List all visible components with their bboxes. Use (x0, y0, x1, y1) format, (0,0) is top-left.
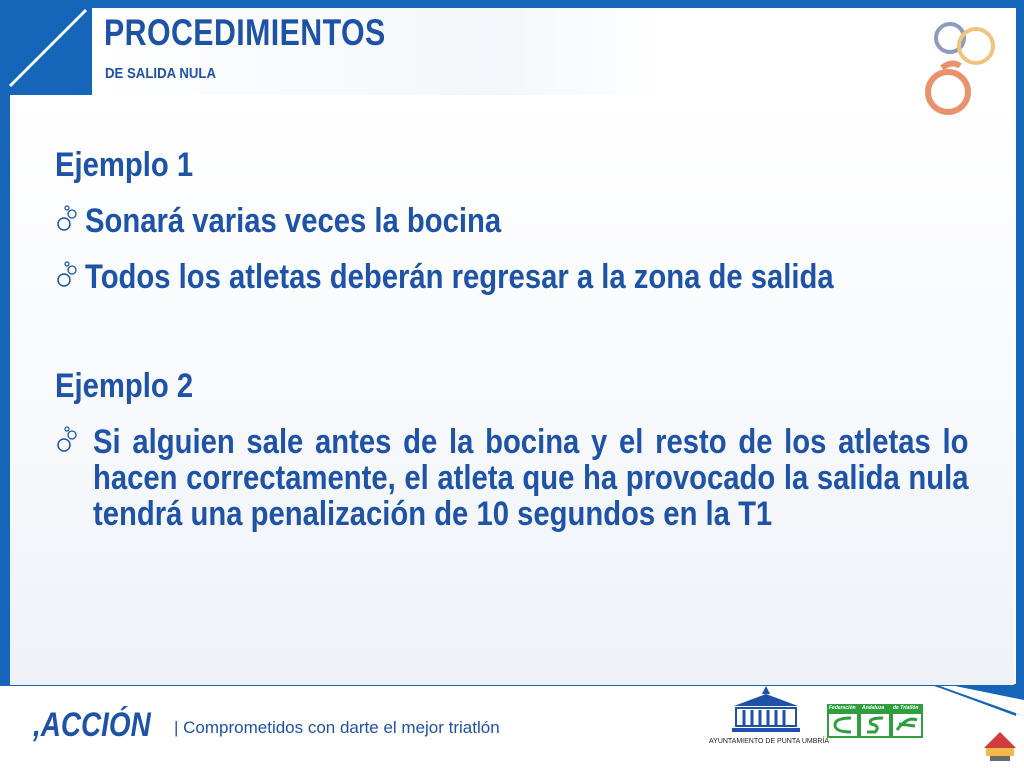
footer-tagline: | Comprometidos con darte el mejor triatlón (174, 718, 500, 737)
example1-bullet-1: Sonará varias veces la bocina (85, 202, 502, 240)
slide-subtitle: DE SALIDA NULA (105, 65, 216, 82)
ayuntamiento-label: AYUNTAMIENTO DE PUNTA UMBRÍA (709, 738, 830, 745)
list-item (55, 203, 569, 239)
federation-logo-icon (827, 704, 923, 738)
federation-emblem-icon (827, 712, 923, 738)
rings-logo-icon (918, 12, 1008, 120)
example2-section (55, 369, 216, 403)
list-item (55, 259, 955, 295)
example1-heading: Ejemplo 1 (55, 146, 194, 184)
bubbles-bullet-icon (55, 203, 85, 233)
town-hall-logo-icon (728, 684, 804, 736)
triathlon-corner-logo-icon (980, 728, 1020, 764)
federation-word-2: Andaluza (862, 705, 885, 711)
slide-title: PROCEDIMIENTOS (104, 12, 386, 53)
example2-bullet-1-container (93, 424, 969, 532)
example1-section (55, 148, 216, 182)
example1-bullet-2: Todos los atletas deberán regresar a la zona de salida (85, 258, 834, 296)
bubbles-bullet-icon (55, 424, 85, 454)
bubbles-bullet-icon (55, 259, 85, 289)
accion-brand: ,ACCIÓN (33, 706, 151, 744)
federation-word-3: de Triatlón (893, 705, 919, 711)
example2-heading: Ejemplo 2 (55, 367, 194, 405)
example2-bullet-1: Si alguien sale antes de la bocina y el resto de los atletas lo hacen correctamente, el atleta que ha provocado la salida nula tendrá una penalización de 10 segundos en la T1 (93, 423, 969, 533)
federation-word-1: Federación (829, 705, 856, 711)
